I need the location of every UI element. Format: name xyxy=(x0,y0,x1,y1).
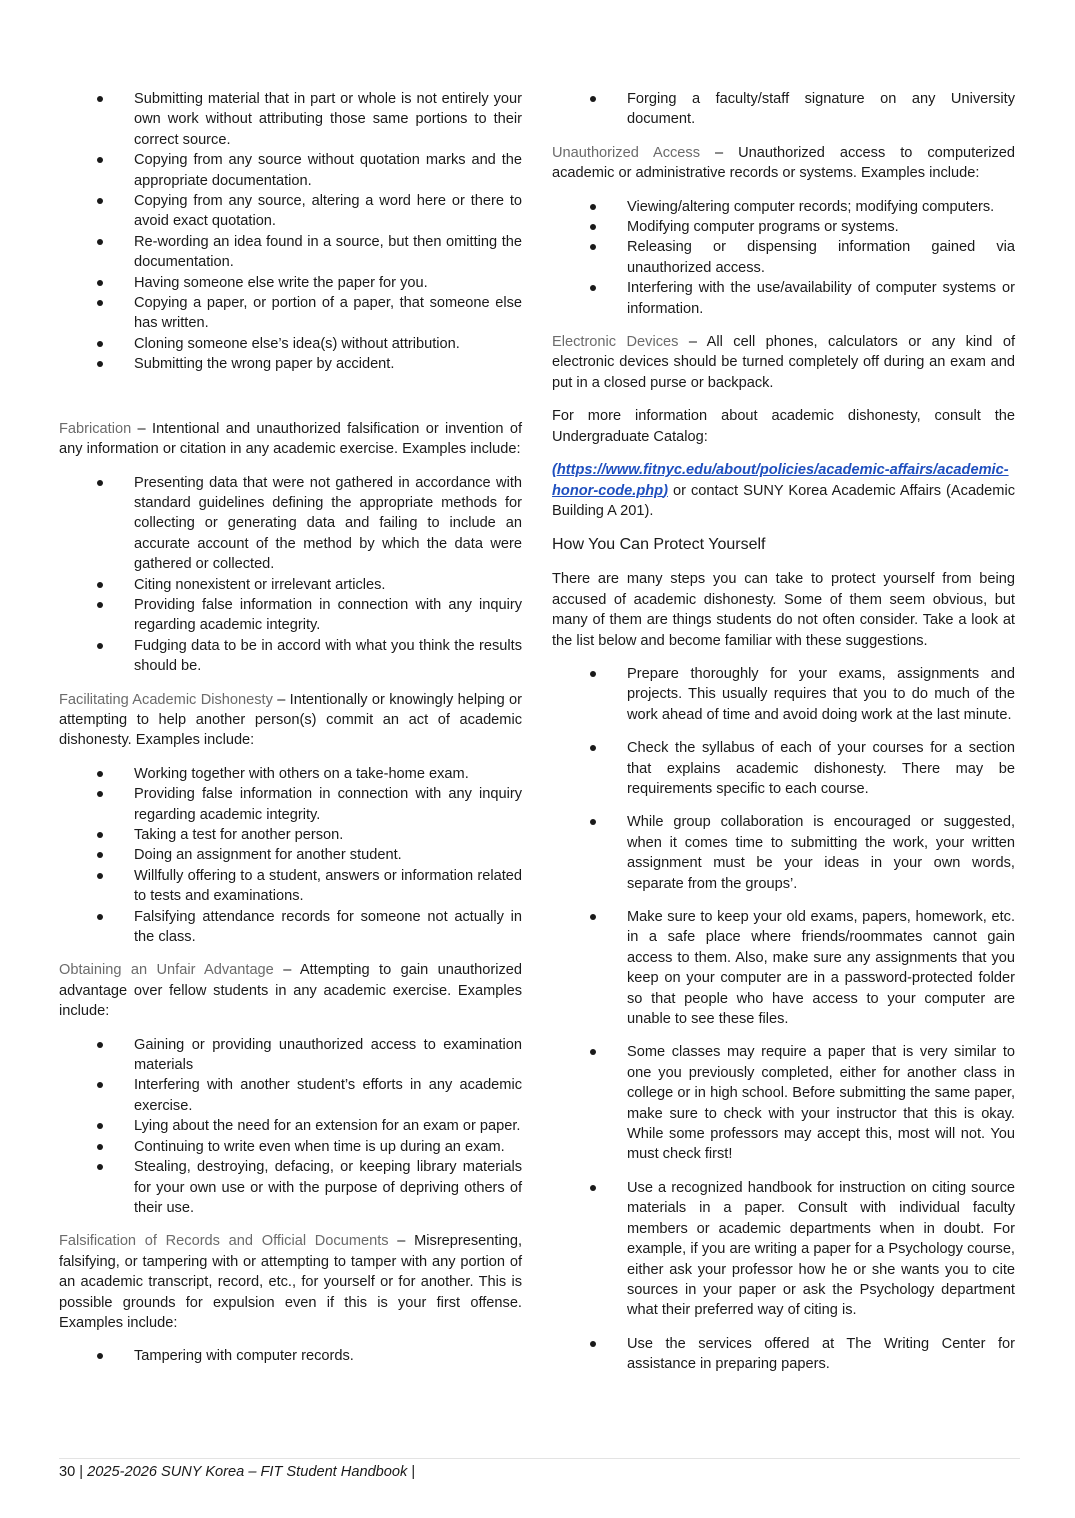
academic-honor-code-link[interactable]: https://www.fitnyc.edu/about/policies/academic-affairs/academic-honor-code.php xyxy=(552,462,1009,499)
list-item: Viewing/altering computer records; modifying computers. xyxy=(552,197,1015,217)
page-footer xyxy=(59,1458,1020,1482)
protect-yourself-list xyxy=(552,664,1015,1375)
fabrication-term: Fabrication xyxy=(59,420,132,437)
list-item: Lying about the need for an extension for an exam or paper. xyxy=(59,1116,522,1136)
list-item: Tampering with computer records. xyxy=(59,1346,522,1366)
unauthorized-access-term: Unauthorized Access xyxy=(552,144,701,161)
handbook-title: 2025-2026 SUNY Korea – FIT Student Handbook xyxy=(87,1464,408,1480)
list-item: Forging a faculty/staff signature on any University document. xyxy=(552,89,1015,130)
list-item: Continuing to write even when time is up during an exam. xyxy=(59,1137,522,1157)
list-item: Copying from any source without quotation marks and the appropriate documentation. xyxy=(59,150,522,191)
list-item: Interfering with another student’s efforts in any academic exercise. xyxy=(59,1075,522,1116)
footer-separator-end: | xyxy=(407,1464,416,1480)
list-item: Doing an assignment for another student. xyxy=(59,845,522,865)
list-item: Presenting data that were not gathered in accordance with standard guidelines defining the appropriate methods for collecting or generating data and failing to include an accurate account of the method by which the data were gathered or collected. xyxy=(59,473,522,575)
list-item: Submitting material that in part or whole is not entirely your own work without attributing those same portions to their correct source. xyxy=(59,89,522,150)
unfair-advantage-paragraph xyxy=(59,960,522,1021)
list-item: Having someone else write the paper for you. xyxy=(59,273,522,293)
list-item: Fudging data to be in accord with what you think the results should be. xyxy=(59,636,522,677)
list-item: Make sure to keep your old exams, papers, homework, etc. in a safe place where friends/roommates cannot gain access to them. Also, make sure any assignments that you keep on your computer are in a password-protected folder so that people who have access to your computer are unable to see these files. xyxy=(552,907,1015,1029)
unfair-advantage-description: – Attempting to gain unauthorized advantage over fellow students in any academic exercise. Examples include: xyxy=(59,962,522,1020)
list-item: Modifying computer programs or systems. xyxy=(552,217,1015,237)
fabrication-examples-list xyxy=(59,473,522,677)
list-item: Stealing, destroying, defacing, or keeping library materials for your own use or with the purpose of depriving others of their use. xyxy=(59,1157,522,1218)
list-item: Working together with others on a take-home exam. xyxy=(59,764,522,784)
list-item: Copying a paper, or portion of a paper, that someone else has written. xyxy=(59,293,522,334)
list-item: Citing nonexistent or irrelevant articles. xyxy=(59,575,522,595)
list-item: Some classes may require a paper that is very similar to one you previously completed, either for another class in college or in high school. Before submitting the same paper, make sure to check with your instructor that this is okay. While some professors may accept this, most will not. You must check first! xyxy=(552,1042,1015,1164)
list-item: Copying from any source, altering a word here or there to avoid exact quotation. xyxy=(59,191,522,232)
catalog-link-after: or contact SUNY Korea Academic Affairs (Academic Building A 201). xyxy=(552,482,1015,519)
forgery-examples-list xyxy=(552,89,1015,130)
protect-yourself-intro: There are many steps you can take to protect yourself from being accused of academic dishonesty. Some of them seem obvious, but many of them are things students do not often consider. Take a look at the list below and become familiar with these suggestions. xyxy=(552,571,1015,649)
facilitating-examples-list xyxy=(59,764,522,948)
more-info-paragraph: For more information about academic dishonesty, consult the Undergraduate Catalog: xyxy=(552,408,1015,445)
unfair-advantage-term: Obtaining an Unfair Advantage xyxy=(59,962,274,979)
list-item: Check the syllabus of each of your courses for a section that explains academic dishonesty. There may be requirements specific to each course. xyxy=(552,738,1015,799)
footer-separator: | xyxy=(75,1464,88,1480)
paren-open: ( xyxy=(552,462,557,479)
list-item: Re-wording an idea found in a source, but then omitting the documentation. xyxy=(59,232,522,273)
list-item: Willfully offering to a student, answers or information related to tests and examinations. xyxy=(59,866,522,907)
list-item: Cloning someone else’s idea(s) without attribution. xyxy=(59,334,522,354)
falsification-examples-list xyxy=(59,1346,522,1366)
facilitating-description: – Intentionally or knowingly helping or attempting to help another person(s) commit an act of academic dishonesty. Examples include: xyxy=(59,691,522,749)
list-item: Interfering with the use/availability of computer systems or information. xyxy=(552,278,1015,319)
left-column xyxy=(59,89,522,1367)
list-item: Prepare thoroughly for your exams, assignments and projects. This usually requires that you to do much of the work ahead of time and avoid doing work at the last minute. xyxy=(552,664,1015,725)
catalog-link-paragraph xyxy=(552,460,1015,521)
fabrication-description: – Intentional and unauthorized falsification or invention of any information or citation in any academic exercise. Examples include: xyxy=(59,420,522,458)
electronic-devices-term: Electronic Devices xyxy=(552,334,679,351)
list-item: Gaining or providing unauthorized access to examination materials xyxy=(59,1035,522,1076)
unauthorized-access-description: – Unauthorized access to computerized academic or administrative records or systems. Examples include: xyxy=(552,144,1015,182)
facilitating-term: Facilitating Academic Dishonesty xyxy=(59,691,273,708)
list-item: Use the services offered at The Writing Center for assistance in preparing papers. xyxy=(552,1334,1015,1375)
fabrication-paragraph xyxy=(59,419,522,460)
falsification-term: Falsification of Records and Official Documents xyxy=(59,1233,389,1250)
unfair-advantage-examples-list xyxy=(59,1035,522,1219)
facilitating-paragraph xyxy=(59,690,522,751)
unauthorized-access-examples-list xyxy=(552,197,1015,319)
list-item: Falsifying attendance records for someone not actually in the class. xyxy=(59,907,522,948)
right-column xyxy=(552,89,1015,1375)
list-item: Releasing or dispensing information gained via unauthorized access. xyxy=(552,237,1015,278)
list-item: Use a recognized handbook for instruction on citing source materials in a paper. Consult with individual faculty members or academic departments when in doubt. For example, if you are writing a paper for a Psychology course, either ask your professor how he or she wants you to cite sources in your paper or ask the Psychology department what their preferred way of citing is. xyxy=(552,1178,1015,1321)
protect-yourself-heading: How You Can Protect Yourself xyxy=(552,536,766,554)
list-item: Providing false information in connection with any inquiry regarding academic integrity. xyxy=(59,784,522,825)
falsification-description: – Misrepresenting, falsifying, or tampering with or attempting to tamper with any portion of an academic transcript, record, etc., for yourself or for another. This is possible grounds for expulsion even if this is your first offense. Examples include: xyxy=(59,1233,522,1331)
electronic-devices-description: – All cell phones, calculators or any kind of electronic devices should be turned completely off during an exam and put in a closed purse or backpack. xyxy=(552,334,1015,391)
list-item: Taking a test for another person. xyxy=(59,825,522,845)
list-item: Submitting the wrong paper by accident. xyxy=(59,354,522,374)
list-item: Providing false information in connection with any inquiry regarding academic integrity. xyxy=(59,595,522,636)
electronic-devices-paragraph xyxy=(552,332,1015,393)
plagiarism-examples-list xyxy=(59,89,522,375)
page-number: 30 xyxy=(59,1464,76,1480)
list-item: While group collaboration is encouraged or suggested, when it comes time to submitting the work, your written assignment must be your ideas in your own words, separate from the groups’. xyxy=(552,812,1015,894)
unauthorized-access-paragraph xyxy=(552,143,1015,184)
falsification-paragraph xyxy=(59,1231,522,1333)
paren-close: ) xyxy=(663,482,668,499)
